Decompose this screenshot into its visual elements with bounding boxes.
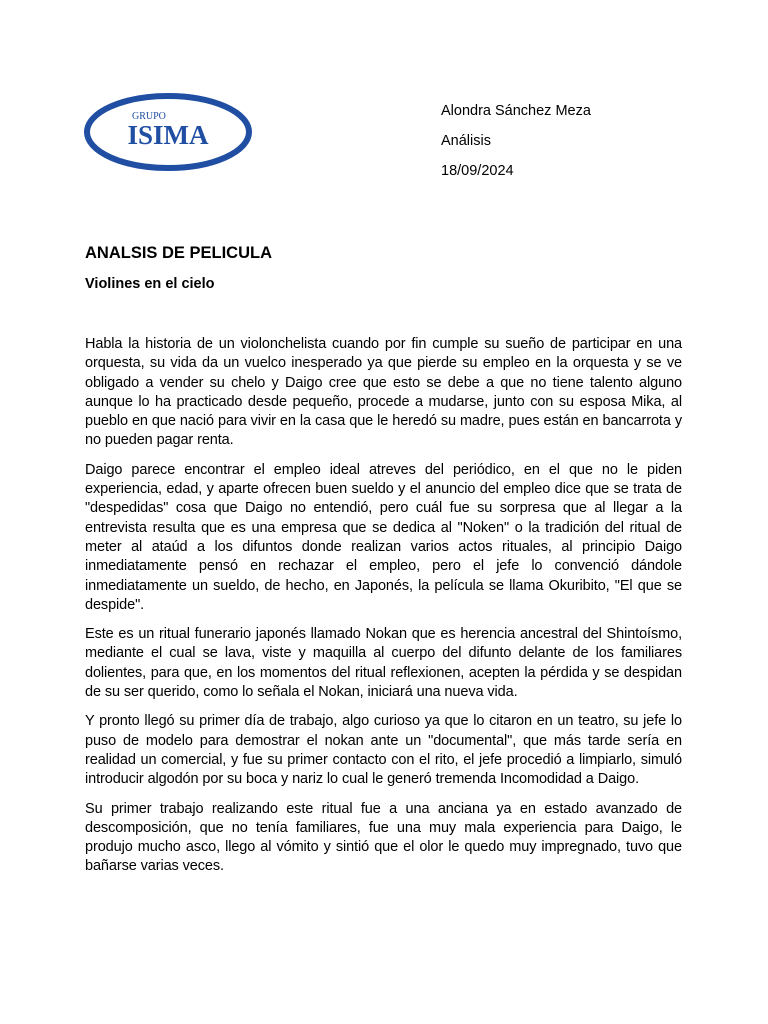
paragraph: Este es un ritual funerario japonés llamado Nokan que es herencia ancestral del Shintoísmo, mediante el cual se lava, viste y maquilla al cuerpo del difunto delante de los familiares dolientes, para que, en los momentos del ritual reflexionen, acepten la pérdida y se despidan de su ser querido, como lo señala el Nokan, iniciará una nueva vida. [85, 626, 682, 701]
header-info [441, 96, 591, 186]
company-logo [84, 92, 252, 172]
document-subtitle: Violines en el cielo [85, 276, 215, 292]
paragraph: Daigo parece encontrar el empleo ideal atreves del periódico, en el que no le piden experiencia, edad, y aparte ofrecen buen sueldo y el anuncio del empleo dice que se trata de "despedidas" cosa que Daigo no entendió, pero cuál fue su sorpresa que al llegar a la entrevista resulta que es una empresa que se dedica al "Noken" o la tradición del ritual de meter al ataúd a los difuntos donde realizan varios actos rituales, al principio Daigo inmediatamente pensó en rechazar el empleo, pero el jefe lo convenció dándole inmediatamente un sueldo, de hecho, en Japonés, la película se llama Okuribito, "El que se despide". [85, 461, 682, 613]
paragraph: Y pronto llegó su primer día de trabajo, algo curioso ya que lo citaron en un teatro, su jefe lo puso de modelo para demostrar el nokan ante un "documental", que más tarde sería en realidad un comercial, y fue su primer contacto con el rito, el jefe procedió a limpiarlo, simuló introducir algodón por su boca y nariz lo cual le generó tremenda Incomodidad a Daigo. [85, 713, 682, 788]
document-subject: Análisis [441, 133, 491, 149]
logo-brand-text: ISIMA [127, 120, 209, 150]
logo-group-text: GRUPO [132, 111, 166, 122]
paragraph: Habla la historia de un violonchelista cuando por fin cumple su sueño de participar en una orquesta, su vida da un vuelco inesperado ya que pierde su empleo en la orquesta y se ve obligado a vender su chelo y Daigo cree que esto se debe a que no tiene talento alguno aunque lo ha practicado desde pequeño, procede a mudarse, junto con su esposa Mika, al pueblo en que nació para vivir en la casa que le heredó su madre, pues están en bancarrota y no pueden pagar renta. [85, 336, 682, 449]
document-date: 18/09/2024 [441, 163, 514, 179]
document-body [85, 335, 682, 887]
isima-logo-icon [84, 92, 252, 172]
author-name: Alondra Sánchez Meza [441, 103, 591, 119]
document-title: ANALSIS DE PELICULA [85, 244, 273, 262]
paragraph: Su primer trabajo realizando este ritual fue a una anciana ya en estado avanzado de descomposición, que no tenía familiares, fue una muy mala experiencia para Daigo, le produjo mucho asco, llego al vómito y sintió que el olor le quedo muy impregnado, tuvo que bañarse varias veces. [85, 800, 682, 875]
